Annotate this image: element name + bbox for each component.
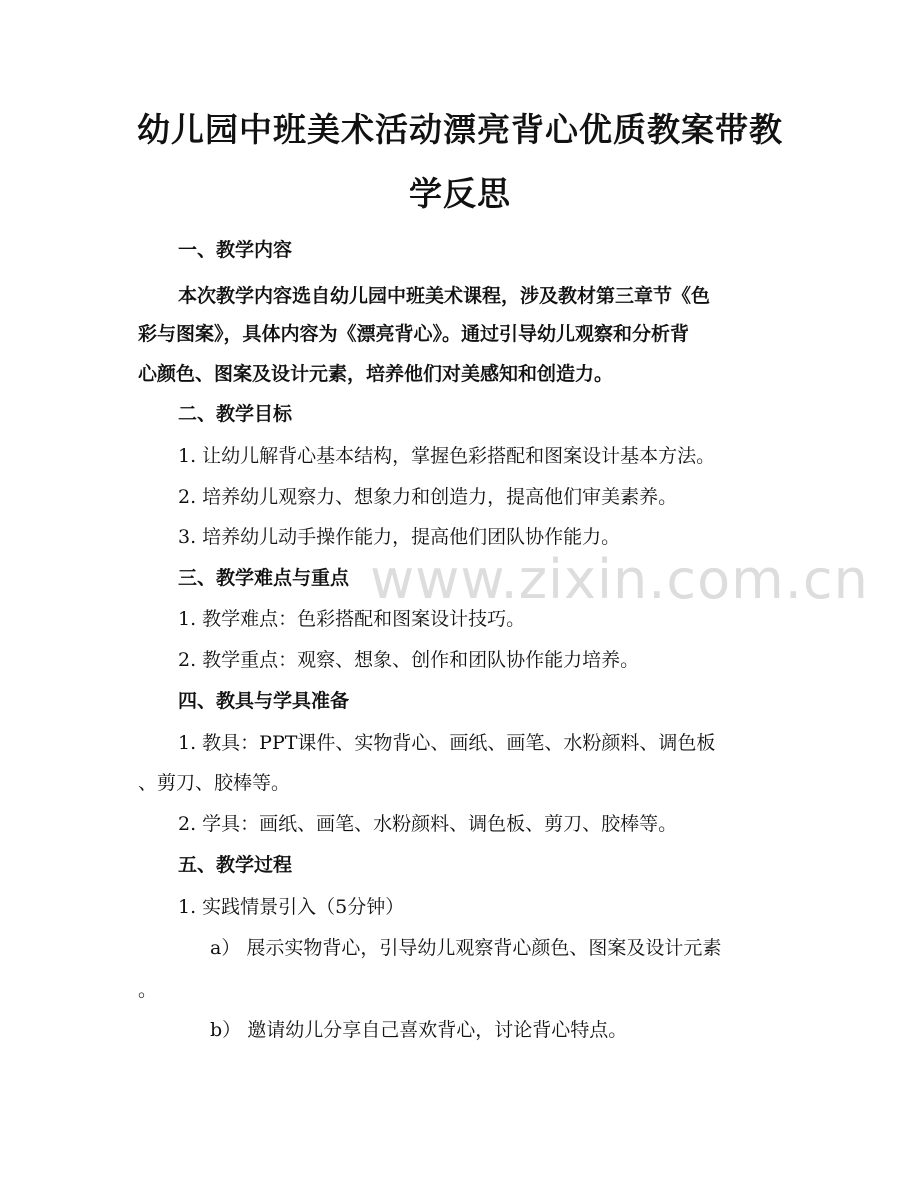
- sub-item: a） 展示实物背心，引导幼儿观察背心颜色、图案及设计元素: [210, 937, 722, 959]
- list-item: 2. 学具：画纸、画笔、水粉颜料、调色板、剪刀、胶棒等。: [178, 813, 678, 835]
- list-item: 1. 让幼儿解背心基本结构，掌握色彩搭配和图案设计基本方法。: [178, 445, 716, 467]
- section-heading-content: 一、教学内容: [178, 239, 293, 261]
- list-item: 3. 培养幼儿动手操作能力，提高他们团队协作能力。: [178, 526, 621, 548]
- page-title-line-1: 幼儿园中班美术活动漂亮背心优质教案带教: [137, 110, 783, 149]
- list-item-continuation: 、剪刀、胶棒等。: [138, 772, 291, 794]
- paragraph-line: 本次教学内容选自幼儿园中班美术课程，涉及教材第三章节《色: [178, 285, 711, 307]
- section-heading-process: 五、教学过程: [178, 854, 293, 876]
- list-item: 1. 实践情景引入（5分钟）: [178, 896, 405, 918]
- section-heading-goals: 二、教学目标: [178, 403, 293, 425]
- sub-item: b） 邀请幼儿分享自己喜欢背心，讨论背心特点。: [210, 1019, 628, 1041]
- paragraph-line: 彩与图案》，具体内容为《漂亮背心》。通过引导幼儿观察和分析背: [138, 323, 690, 345]
- list-item: 1. 教具：PPT课件、实物背心、画纸、画笔、水粉颜料、调色板: [178, 732, 716, 754]
- section-heading-key-points: 三、教学难点与重点: [178, 567, 350, 589]
- sub-item-continuation: 。: [138, 979, 158, 1001]
- page-title-line-2: 学反思: [409, 174, 511, 213]
- paragraph-line: 心颜色、图案及设计元素，培养他们对美感知和创造力。: [138, 363, 614, 385]
- list-item: 2. 教学重点：观察、想象、创作和团队协作能力培养。: [178, 649, 640, 671]
- list-item: 2. 培养幼儿观察力、想象力和创造力，提高他们审美素养。: [178, 486, 678, 508]
- section-heading-materials: 四、教具与学具准备: [178, 690, 350, 712]
- watermark: www.zixin.com.cn: [370, 548, 869, 611]
- list-item: 1. 教学难点：色彩搭配和图案设计技巧。: [178, 608, 526, 630]
